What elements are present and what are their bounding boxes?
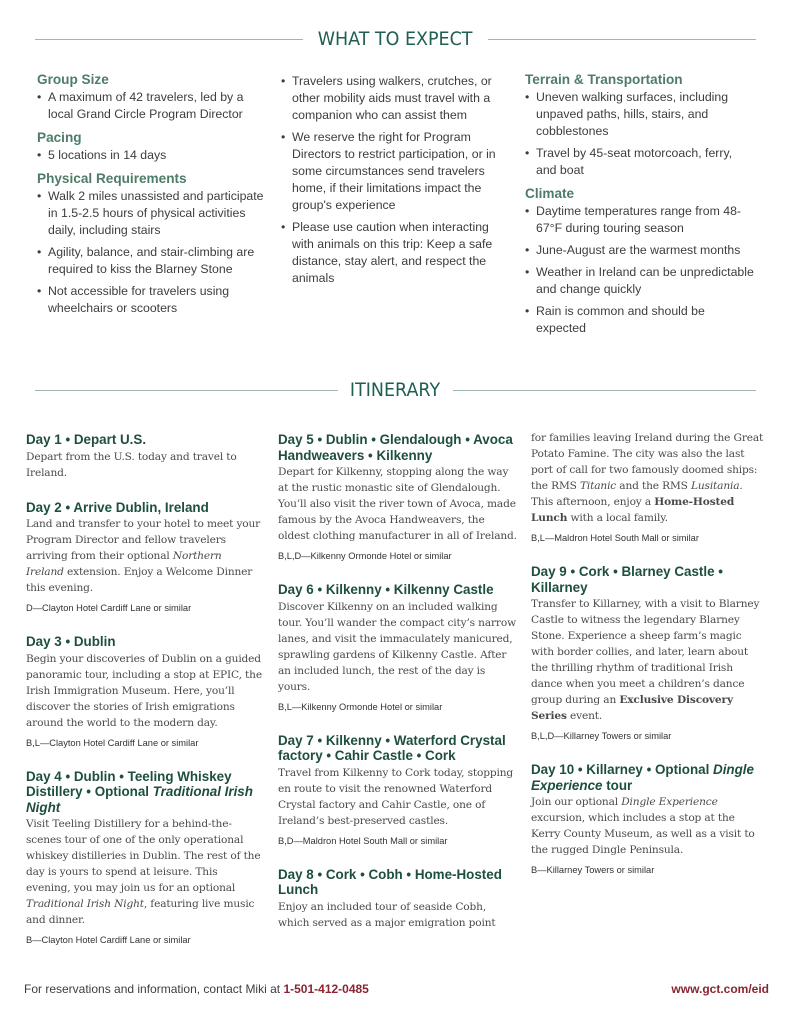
day-description: Discover Kilkenny on an included walking tour. You’ll wander the compact city’s narrow lanes, and visit the immaculately manicured, sprawling gardens of Kilkenny Castle. After an included lunch, the rest of the day is yours. <box>278 600 516 693</box>
day-description <box>26 816 262 928</box>
text-run: Land and transfer to your hotel to meet your Program Director and fellow travelers arriving from their optional <box>26 518 261 562</box>
divider <box>35 39 303 40</box>
meals-hotel: B,L—Clayton Hotel Cardiff Lane or similar <box>26 737 199 748</box>
expect-bullet: • June-August are the warmest months <box>525 242 755 259</box>
expect-column-2 <box>281 73 506 293</box>
italic-text: Lusitania <box>690 480 740 492</box>
day-description: Depart for Kilkenny, stopping along the way at the rustic monastic site of Glendalough. You’ll also visit the river town of Avoca, made famous by the Avoca Handweavers, the oldest clothing manufacturer in all of Ireland. <box>278 466 517 542</box>
meals-hotel: D—Clayton Hotel Cardiff Lane or similar <box>26 603 192 613</box>
meals-hotel: B,L,D—Kilkenny Ormonde Hotel or similar <box>278 551 452 561</box>
expect-list <box>525 203 755 337</box>
day-title: Day 5 • Dublin • Glendalough • Avoca Handweavers • Kilkenny <box>278 432 513 463</box>
expect-bullet: • Uneven walking surfaces, including unpaved paths, hills, stairs, and cobblestones <box>525 89 755 140</box>
meals-hotel: B,L—Kilkenny Ormonde Hotel or similar <box>278 701 443 712</box>
expect-list <box>37 147 269 164</box>
day-description <box>531 596 767 724</box>
text-run: and the RMS <box>616 480 691 492</box>
expect-heading: Terrain & Transportation <box>525 72 683 87</box>
text-run: Enjoy an included tour of seaside Cobh, which served as a major emigration point <box>278 900 496 929</box>
day-title <box>26 769 262 816</box>
section-title: WHAT TO EXPECT <box>318 28 473 50</box>
meals-hotel: B,L—Maldron Hotel South Mall or similar <box>531 533 699 543</box>
day-entry <box>531 762 767 877</box>
expect-bullet: • Travelers using walkers, crutches, or other mobility aids must travel with a companion who can assist them <box>281 73 506 124</box>
bold-text: Exclusive Discovery Series <box>531 694 733 722</box>
expect-heading: Pacing <box>37 130 82 145</box>
day-title: Day 1 • Depart U.S. <box>26 432 147 447</box>
text-run: extension. Enjoy a Welcome Dinner this evening. <box>26 566 253 594</box>
day-entry <box>531 564 767 743</box>
text-run: Join our optional <box>531 796 622 808</box>
divider <box>453 390 756 391</box>
itinerary-column-1 <box>26 432 262 966</box>
divider <box>488 39 756 40</box>
contact-text: For reservations and information, contact Miki at <box>24 982 284 996</box>
day-entry <box>278 432 518 563</box>
day-entry <box>26 432 262 481</box>
meals-hotel: B—Clayton Hotel Cardiff Lane or similar <box>26 935 191 945</box>
text-run: , featuring live music and dinner. <box>26 898 255 926</box>
expect-heading: Group Size <box>37 72 109 87</box>
text-run: Transfer to Killarney, with a visit to Blarney Castle to witness the legendary Blarney Stone. Experience a sheep farm’s magic with border collies, and later, learn about the thrilling rhythm of traditional Irish dance when you meet a children’s dance group during an <box>531 598 760 706</box>
expect-bullet: • 5 locations in 14 days <box>37 147 269 164</box>
expect-heading: Physical Requirements <box>37 171 187 186</box>
day-title: Day 7 • Kilkenny • Waterford Crystal factory • Cahir Castle • Cork <box>278 732 506 763</box>
day-description <box>278 899 518 931</box>
day-description <box>531 794 767 858</box>
expect-bullet: • Agility, balance, and stair-climbing are required to kiss the Blarney Stone <box>37 244 269 278</box>
expect-bullet: • Walk 2 miles unassisted and participate in 1.5-2.5 hours of physical activities daily, including stairs <box>37 188 269 239</box>
bold-text: Home-Hosted Lunch <box>531 496 735 524</box>
text-run: event. <box>566 710 603 722</box>
day-description <box>26 516 262 596</box>
meals-hotel: B,D—Maldron Hotel South Mall or similar <box>278 835 448 846</box>
meals-hotel: B,L,D—Killarney Towers or similar <box>531 731 672 741</box>
day-entry <box>278 582 518 714</box>
text-run: with a local family. <box>567 512 668 524</box>
italic-text: Traditional Irish Night <box>26 784 253 815</box>
day-title: Day 6 • Kilkenny • Kilkenny Castle <box>278 582 494 597</box>
day-entry <box>26 769 262 948</box>
day-title: Day 8 • Cork • Cobh • Home-Hosted Lunch <box>278 866 502 897</box>
text-run: excursion, which includes a stop at the Kerry County Museum, as well as a visit to the rugged Dingle Peninsula. <box>531 812 755 856</box>
italic-text: Traditional Irish Night <box>26 898 144 910</box>
expect-bullet: • Weather in Ireland can be unpredictable and change quickly <box>525 264 755 298</box>
phone-link[interactable]: 1-501-412-0485 <box>283 982 369 996</box>
divider <box>35 390 338 391</box>
day-description: Depart from the U.S. today and travel to Ireland. <box>26 450 237 479</box>
day-description: Begin your discoveries of Dublin on a guided panoramic tour, including a stop at EPIC, the Irish Immigration Museum. Here, you’ll discover the stories of Irish emigrations around the world to the modern day. <box>26 652 262 729</box>
italic-text: Northern Ireland <box>26 550 222 578</box>
text-run: Visit Teeling Distillery for a behind-the-scenes tour of one of the only operational whiskey distilleries in Dublin. The rest of the day is yours to spend at leisure. This evening, you may join us for an optional <box>26 818 261 894</box>
day-entry <box>26 634 262 750</box>
expect-list <box>281 73 506 287</box>
meals-hotel: B—Killarney Towers or similar <box>531 865 655 875</box>
website-link[interactable]: www.gct.com/eid <box>671 982 769 996</box>
expect-bullet: • We reserve the right for Program Directors to restrict participation, or in some circumstances send travelers home, if their limitations impact the group's experience <box>281 129 506 214</box>
day-title: Day 9 • Cork • Blarney Castle • Killarney <box>531 564 723 595</box>
expect-column-1 <box>37 71 269 323</box>
footer <box>24 980 769 998</box>
text-run: tour <box>602 777 633 793</box>
text-run: Day 4 • Dublin • Teeling Whiskey Distillery • Optional <box>26 768 232 799</box>
section-title: ITINERARY <box>350 379 441 401</box>
text-run: for families leaving Ireland during the Great Potato Famine. The city was also the last port of call for two famously doomed ships: the RMS <box>531 432 764 492</box>
contact-line <box>24 982 369 996</box>
expect-column-3 <box>525 71 755 343</box>
italic-text: Titanic <box>579 480 617 492</box>
day-entry <box>26 500 262 616</box>
day-description: Travel from Kilkenny to Cork today, stopping en route to visit the renowned Waterford Crystal factory and Cahir Castle, one of Ireland’s best-preserved castles. <box>278 766 514 827</box>
day-entry <box>278 867 518 931</box>
expect-bullet: • Rain is common and should be expected <box>525 303 755 337</box>
day-title: Day 3 • Dublin <box>26 634 116 649</box>
what-to-expect-header <box>35 27 756 51</box>
expect-list <box>37 188 269 317</box>
text-run: Day 10 • Killarney • Optional <box>531 762 714 777</box>
expect-bullet: • Travel by 45-seat motorcoach, ferry, and boat <box>525 145 755 179</box>
itinerary-header <box>35 378 756 402</box>
expect-list <box>37 89 269 123</box>
day-entry <box>278 733 518 848</box>
italic-text: Dingle Experience <box>531 762 754 793</box>
expect-bullet: • Please use caution when interacting with animals on this trip: Keep a safe distance, stay alert, and respect the animals <box>281 219 506 287</box>
text-run: . This afternoon, enjoy a <box>531 480 743 508</box>
italic-text: Dingle Experience <box>621 796 718 808</box>
day-entry-continued <box>531 430 767 545</box>
day-title: Day 2 • Arrive Dublin, Ireland <box>26 499 209 515</box>
day-description <box>531 430 767 526</box>
day-title <box>531 762 767 793</box>
expect-bullet: • Not accessible for travelers using wheelchairs or scooters <box>37 283 269 317</box>
expect-bullet: • Daytime temperatures range from 48-67°F during touring season <box>525 203 755 237</box>
itinerary-column-3 <box>531 430 767 896</box>
itinerary-column-2 <box>278 432 518 950</box>
expect-bullet: • A maximum of 42 travelers, led by a local Grand Circle Program Director <box>37 89 269 123</box>
expect-heading: Climate <box>525 186 575 201</box>
expect-list <box>525 89 755 179</box>
